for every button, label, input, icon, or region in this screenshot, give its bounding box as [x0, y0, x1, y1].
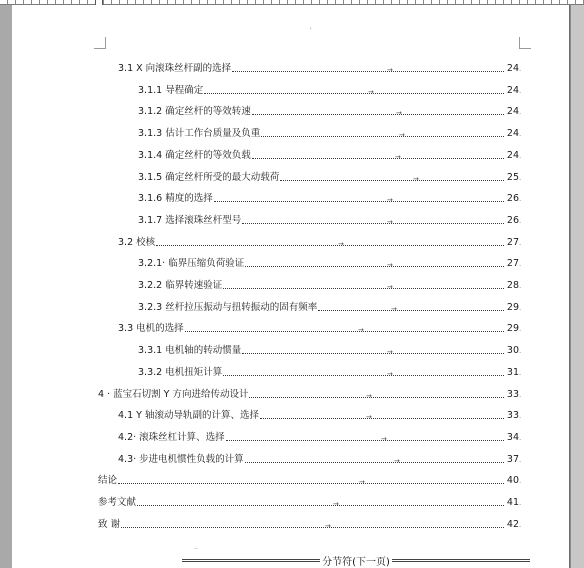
toc-dot-leader: [185, 326, 504, 335]
toc-entry-page-number: 37: [506, 453, 519, 465]
toc-entry-page-number: 29: [506, 323, 519, 335]
toc-entry-page-number: 24: [506, 106, 519, 118]
paragraph-mark-icon: .: [519, 238, 522, 247]
section-break-line-left: [182, 559, 320, 562]
paragraph-mark-icon: .: [519, 433, 522, 442]
toc-entry-page-number: 33: [506, 410, 519, 422]
toc-dot-leader: [121, 521, 504, 530]
tab-arrow-icon: →: [396, 109, 402, 118]
toc-entry-page-number: 40: [506, 475, 519, 487]
toc-entry[interactable]: [98, 495, 522, 509]
workspace-left-margin: [0, 5, 12, 568]
toc-entry[interactable]: [98, 473, 522, 487]
paragraph-mark-icon: .: [519, 499, 522, 507]
toc-entry-page-number: 24: [506, 84, 519, 96]
toc-entry-title: 4.3· 步进电机惯性负载的计算: [118, 453, 244, 465]
toc-dot-leader: [242, 348, 504, 357]
toc-dot-leader: [232, 66, 504, 74]
paragraph-mark-icon: .: [519, 151, 522, 160]
paragraph-mark-icon: .: [519, 282, 522, 290]
tab-arrow-icon: →: [387, 66, 393, 74]
paragraph-mark-icon: .: [519, 520, 522, 529]
toc-entry-page-number: 41: [506, 497, 519, 508]
toc-entry-page-number: 24: [506, 128, 519, 140]
toc-entry-page-number: 27: [506, 258, 519, 270]
toc-entry-page-number: 24: [506, 63, 519, 74]
tab-arrow-icon: →: [387, 348, 393, 357]
paragraph-mark-icon: .: [519, 173, 522, 182]
toc-entry-title: 3.1.7 选择滚珠丝杆型号: [138, 214, 242, 226]
tab-arrow-icon: →: [413, 174, 419, 183]
tab-arrow-icon: →: [359, 478, 365, 487]
tab-arrow-icon: →: [387, 261, 393, 270]
toc-entry[interactable]: [138, 213, 522, 227]
toc-entry-title: 3.1.6 精度的选择: [138, 193, 213, 205]
paragraph-mark-icon: .: [519, 477, 522, 486]
toc-entry-page-number: 27: [506, 236, 519, 248]
toc-entry-title: 3.2 校核: [118, 236, 156, 248]
tab-arrow-icon: →: [394, 456, 400, 465]
toc-entry-title: 结论: [98, 475, 118, 487]
paragraph-mark-icon: .: [519, 65, 522, 73]
section-break-line-right: [392, 559, 530, 562]
toc-entry-page-number: 24: [506, 149, 519, 161]
toc-entry-title: 4.1 Y 轴滚动导轨副的计算、选择: [118, 410, 259, 422]
toc-entry[interactable]: [118, 235, 522, 249]
paragraph-mark-icon: .: [519, 108, 522, 117]
toc-dot-leader: [318, 304, 504, 313]
section-break-marker: [182, 553, 530, 567]
toc-entry-page-number: 25: [506, 171, 519, 183]
toc-entry-page-number: 29: [506, 301, 519, 313]
toc-entry-page-number: 31: [506, 366, 519, 378]
toc-entry[interactable]: [118, 452, 522, 466]
tab-arrow-icon: →: [387, 369, 393, 378]
toc-entry[interactable]: [118, 61, 522, 75]
tab-arrow-icon: →: [366, 413, 372, 422]
toc-entry-page-number: 33: [506, 388, 519, 400]
toc-dot-leader: [245, 261, 504, 270]
paragraph-mark-icon: .: [519, 260, 522, 269]
paragraph-mark-icon: .: [519, 368, 522, 377]
toc-entry-title: 3.3.1 电机轴的转动惯量: [138, 345, 242, 357]
toc-entry-title: 致 谢: [98, 518, 121, 530]
toc-dot-leader: [242, 217, 504, 226]
toc-entry[interactable]: [138, 365, 522, 379]
toc-entry[interactable]: [118, 321, 522, 335]
tab-arrow-icon: →: [395, 152, 401, 161]
toc-entry[interactable]: [138, 148, 522, 162]
toc-entry[interactable]: [138, 256, 522, 270]
toc-entry[interactable]: [118, 408, 522, 422]
toc-entry-title: 3.1.3 估计工作台质量及负重: [138, 128, 261, 140]
paragraph-mark-icon: .: [519, 455, 522, 464]
toc-dot-leader: [226, 434, 504, 443]
toc-dot-leader: [137, 500, 504, 508]
document-page[interactable]: [12, 5, 569, 568]
toc-dot-leader: [223, 283, 504, 291]
tab-arrow-icon: →: [338, 239, 344, 248]
table-of-contents: [12, 5, 569, 568]
toc-dot-leader: [260, 413, 504, 422]
toc-entry[interactable]: [98, 387, 522, 401]
paragraph-mark-icon: .: [519, 130, 522, 139]
toc-entry-title: 4 · 蓝宝石切割 Y 方向进给传动设计: [98, 388, 249, 400]
toc-entry[interactable]: [138, 83, 522, 97]
toc-dot-leader: [252, 152, 504, 161]
tab-arrow-icon: →: [368, 87, 374, 96]
tab-arrow-icon: →: [387, 196, 393, 205]
toc-dot-leader: [245, 456, 504, 465]
toc-entry-title: 3.2.3 丝杆拉压振动与扭转振动的固有频率: [138, 301, 318, 313]
toc-dot-leader: [204, 87, 504, 96]
toc-entry-title: 4.2· 滚珠丝杠计算、选择: [118, 431, 225, 443]
toc-entry[interactable]: [138, 170, 522, 184]
toc-entry-page-number: 26: [506, 193, 519, 205]
toc-entry-title: 3.2.1· 临界压缩负荷验证: [138, 258, 245, 270]
toc-entry-title: 参考文献: [98, 497, 137, 508]
toc-entry[interactable]: [138, 300, 522, 314]
tab-arrow-icon: →: [387, 283, 393, 291]
paragraph-mark-icon: .: [519, 390, 522, 399]
toc-dot-leader: [280, 174, 504, 183]
toc-entry-title: 3.2.2 临界转速验证: [138, 280, 223, 291]
toc-entry[interactable]: [138, 126, 522, 140]
toc-entry-title: 3.1.5 确定丝杆所受的最大动载荷: [138, 171, 280, 183]
tab-arrow-icon: →: [325, 521, 331, 530]
paragraph-mark-icon: .: [519, 412, 522, 421]
toc-dot-leader: [214, 196, 504, 205]
toc-dot-leader: [223, 369, 504, 378]
toc-dot-leader: [118, 478, 504, 487]
toc-dot-leader: [156, 239, 504, 248]
toc-dot-leader: [249, 391, 504, 400]
paragraph-mark-icon: .: [519, 347, 522, 356]
toc-entry-page-number: 26: [506, 214, 519, 226]
paragraph-mark-icon: .: [519, 195, 522, 204]
tab-arrow-icon: →: [333, 500, 339, 508]
toc-entry[interactable]: [138, 104, 522, 118]
paragraph-mark-icon: .: [519, 325, 522, 334]
tab-arrow-icon: →: [387, 217, 393, 226]
toc-dot-leader: [261, 131, 504, 140]
format-mark-icon: ..: [194, 544, 198, 551]
paragraph-mark-icon: .: [519, 216, 522, 225]
tab-arrow-icon: →: [381, 434, 387, 443]
toc-entry-title: 3.1.2 确定丝杆的等效转速: [138, 106, 251, 118]
tab-arrow-icon: →: [391, 304, 397, 313]
toc-entry-page-number: 30: [506, 345, 519, 357]
tab-arrow-icon: →: [399, 131, 405, 140]
toc-entry-page-number: 34: [506, 431, 519, 443]
paragraph-mark-icon: .: [519, 303, 522, 312]
tab-arrow-icon: →: [358, 326, 364, 335]
toc-entry-page-number: 28: [506, 280, 519, 291]
section-break-label: 分节符(下一页): [322, 556, 390, 568]
toc-entry[interactable]: [118, 430, 522, 444]
toc-entry[interactable]: [138, 343, 522, 357]
toc-entry[interactable]: [98, 517, 522, 531]
toc-entry-title: 3.1.4 确定丝杆的等效负载: [138, 149, 251, 161]
toc-entry-title: 3.3 电机的选择: [118, 323, 184, 335]
toc-entry-title: 3.3.2 电机扭矩计算: [138, 366, 223, 378]
toc-dot-leader: [252, 109, 504, 118]
paragraph-mark-icon: ': [310, 27, 312, 34]
toc-entry[interactable]: [138, 278, 522, 292]
tab-arrow-icon: →: [366, 391, 372, 400]
toc-entry[interactable]: [138, 191, 522, 205]
paragraph-mark-icon: .: [519, 86, 522, 95]
toc-entry-title: 3.1 X 向滚珠丝杆副的选择: [118, 63, 232, 74]
toc-entry-title: 3.1.1 导程确定: [138, 84, 204, 96]
toc-entry-page-number: 42: [506, 518, 519, 530]
vertical-scrollbar[interactable]: [570, 5, 584, 568]
